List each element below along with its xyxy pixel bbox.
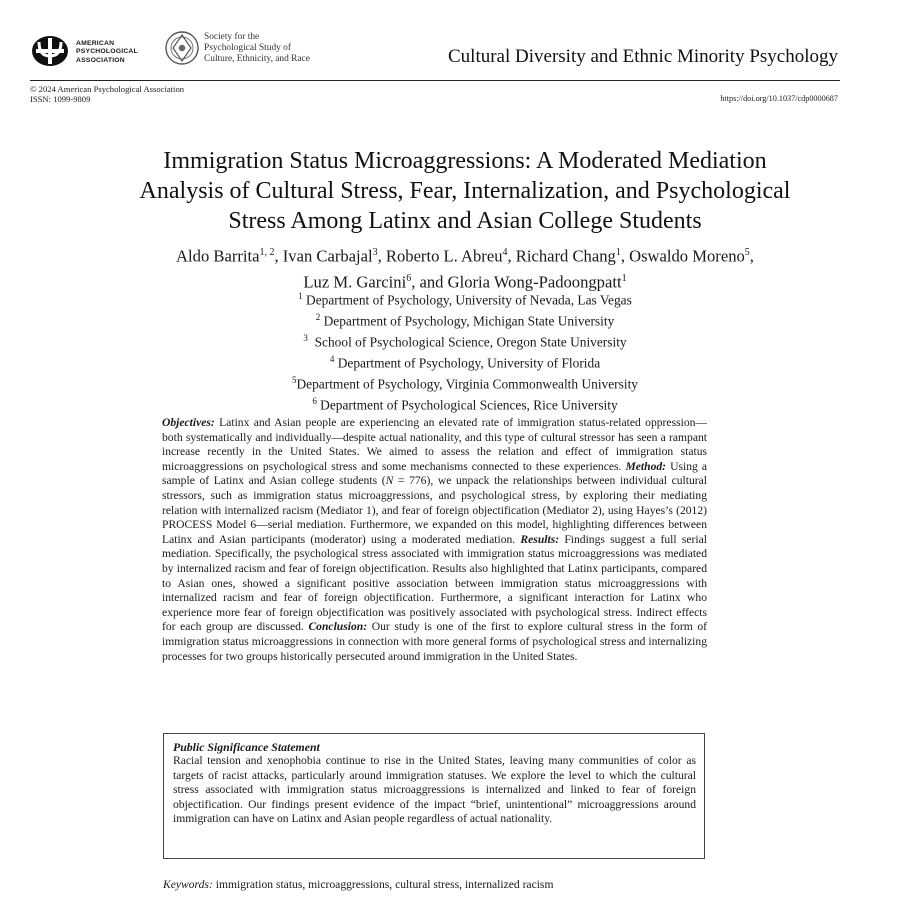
author-conjunction: and [419,272,444,292]
author-name: Richard Chang [515,246,616,266]
apa-psi-icon [30,34,70,68]
author-name: Gloria Wong-Padoongpatt [447,272,622,292]
abstract [162,416,707,664]
issn: ISSN: 1099-9809 [30,94,91,105]
apa-logo-line-1: AMERICAN [76,40,115,47]
affiliation-item: $^3$ School of Psychological Science, Oregon State University [303,333,627,350]
apa-logo [30,32,150,72]
affiliation-item: $^6$ Department of Psychological Sciences, Rice University [312,396,618,413]
method-text-post: = 776), we unpack the relationships between individual cultural stressors, such as immigration status microaggressions, and psychological stress, by exploring their mediating relation with internalized racism (Mediator 1), and fear of foreign objectification (Mediator 2), using Hayes’s (2012) PROCESS Model 6—serial mediation. Furthermore, we expanded on this model, highlighting differences between Latinx and Asian participants (moderator) using a moderated mediation. [162,474,707,546]
title-line-2: Analysis of Cultural Stress, Fear, Internalization, and Psychological [139,178,791,204]
affiliation-list [60,288,870,414]
author-affil-sup: 1 [615,247,621,258]
copyright-block [30,84,184,105]
article-title [60,146,870,236]
public-significance-box [163,733,705,859]
apa-logo-line-2: PSYCHOLOGICAL [76,48,138,56]
significance-title: Public Significance Statement [173,740,320,754]
doi-link[interactable]: https://doi.org/10.1037/cdp0000687 [720,94,838,103]
method-n: N [385,474,394,488]
society-line-2: Psychological Study of [204,43,291,53]
society-logo [164,30,364,74]
affiliation-item: $^4$ Department of Psychology, University of Florida [329,354,601,371]
author-affil-sup: 3 [372,247,378,258]
title-line-3: Stress Among Latinx and Asian College Students [228,208,702,234]
affiliation-item: $^2$ Department of Psychology, Michigan State University [315,312,615,329]
title-line-1: Immigration Status Microaggressions: A Moderated Mediation [163,148,767,174]
header-divider [30,80,840,81]
journal-header [30,28,840,78]
keywords-label: Keywords: [163,878,213,891]
author-affil-sup: 4 [502,247,508,258]
objectives-label: Objectives: [162,416,215,429]
keywords [163,878,553,891]
copyright: © 2024 American Psychological Association [30,84,185,94]
results-text: Findings suggest a full serial mediation. Specifically, the psychological stress associated with immigration status microaggressions was mediated by internalized racism and fear of foreign objectification. Results also highlighted that Latinx participants, compared to Asian ones, showed a significant positive association between immigration status microaggressions with internalized racism and fear of foreign objectification. Furthermore, a significant interaction for Latinx who experience more fear of foreign objectification was positively associated with psychological stress. Indirect effects for each group are discussed. [162,532,707,634]
society-line-1: Society for the [204,32,260,42]
author-affil-sup: 5 [744,247,750,258]
author-name: Roberto L. Abreu [385,246,503,266]
author-affil-sup: 6 [406,272,412,284]
results-label: Results: [520,532,560,546]
method-label: Method: [625,459,667,473]
journal-title: Cultural Diversity and Ethnic Minority Psychology [448,46,838,67]
significance-text: Racial tension and xenophobia continue to rise in the United States, leaving many communities of color as targets of racist attacks, particularly around immigration statuses. We explore the level to which the cultural stress associated with immigration status microaggressions is internalized and linked to fear of foreign objectification. Our findings present evidence of the impact “brief, unintentional” microaggressions around immigration can have on Latinx and Asian people regardless of actual nationality. [173,754,696,826]
method-text-pre: Using a sample of Latinx and Asian college students ( [162,459,708,488]
author-name: Aldo Barrita [176,246,260,266]
conclusion-label: Conclusion: [308,620,368,634]
affiliation-item: $^5$Department of Psychology, Virginia Commonwealth University [292,375,638,392]
author-affil-sup: 1 [621,272,627,284]
objectives-text: Latinx and Asian people are experiencing an elevated rate of immigration status-related oppression—both systematically and individually—despite actual nationality, and this type of cultural stressor has seen a rampant increase recently in the United States. We aimed to assess the relation and effect of immigration status microaggressions on psychological stress and some mechanisms connected to these experiences. [162,416,708,473]
author-name: Luz M. Garcini [303,272,407,292]
apa-logo-line-3: ASSOCIATION [76,56,125,64]
conclusion-text: Our study is one of the first to explore cultural stress in the form of immigration status microaggressions in connection with more general forms of psychological stress and internalizing processes for two groups historically persecuted around immigration in the United States. [162,620,707,663]
author-list: Aldo Barrita$^{1, 2}$, Ivan Carbajal$^3$, Roberto L. Abreu$^4$, Richard Chang$^1$, Oswaldo Moreno$^5$, Luz M. Garcini$^6$, and Gloria Wong-Padoongpatt$^1$ [176,246,754,292]
author-name: Oswaldo Moreno [629,246,745,266]
keywords-text: immigration status, microaggressions, cultural stress, internalized racism [215,878,554,891]
author-affil-sup: 1, 2 [259,247,275,258]
society-emblem-icon [164,30,200,66]
author-name: Ivan Carbajal [282,246,373,266]
affiliation-item: $^1$ Department of Psychology, University of Nevada, Las Vegas [298,291,632,308]
society-line-3: Culture, Ethnicity, and Race [204,54,310,64]
